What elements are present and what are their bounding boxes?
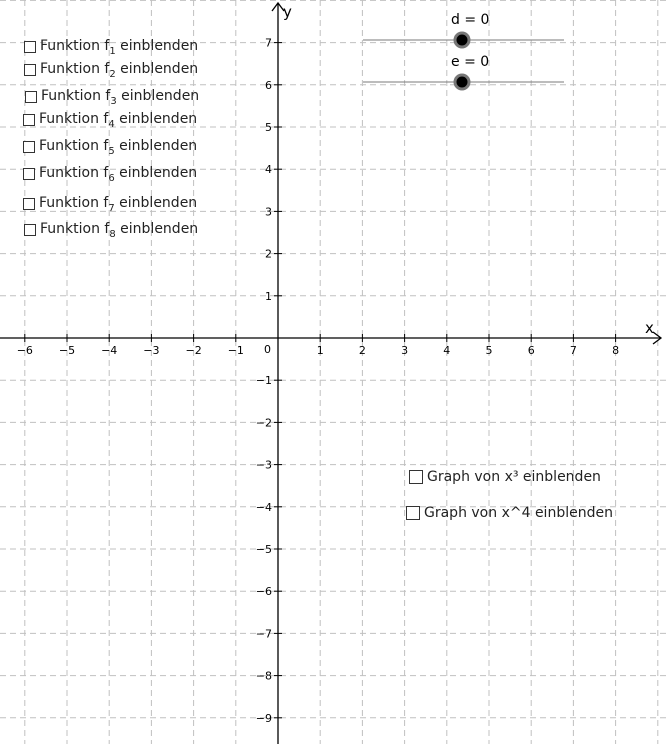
origin-label: 0	[264, 343, 271, 356]
y-tick-label: −6	[255, 585, 272, 599]
x-tick-label: 4	[443, 344, 451, 357]
checkbox-label: Funktion $f_2$ einblenden	[40, 61, 199, 80]
checkbox-box[interactable]	[24, 41, 36, 53]
checkbox-box[interactable]	[24, 64, 36, 76]
checkbox-label: Funktion $f_1$ einblenden	[40, 38, 199, 57]
x-tick-label: −4	[101, 344, 118, 357]
checkbox-function-f8[interactable]	[24, 221, 198, 240]
slider-d[interactable]	[363, 12, 564, 47]
x-tick-label: 7	[569, 344, 577, 357]
y-tick-label: 5	[265, 121, 272, 134]
checkbox-box[interactable]	[23, 141, 35, 153]
y-tick-label: 2	[265, 247, 272, 261]
checkbox-function-f5[interactable]	[23, 138, 197, 157]
y-tick-label: −5	[255, 543, 272, 556]
checkbox-label: Funktion $f_4$ einblenden	[39, 111, 198, 130]
x-tick-label: −6	[16, 344, 33, 357]
x-tick-label: 2	[358, 344, 366, 357]
checkbox-function-f6[interactable]	[23, 165, 197, 184]
y-tick-label: −1	[255, 374, 272, 388]
x-tick-label: 6	[527, 344, 535, 357]
y-tick-label: 6	[265, 78, 272, 92]
y-axis-name: y	[283, 3, 292, 21]
checkbox-function-f1[interactable]	[24, 38, 198, 57]
x-tick-label: 5	[485, 344, 493, 357]
slider-d-handle[interactable]	[455, 33, 469, 47]
checkbox-graph-cubic[interactable]	[409, 469, 601, 485]
slider-d-label: d = 0	[451, 12, 490, 28]
checkbox-label: Funktion $f_5$ einblenden	[39, 138, 198, 157]
x-tick-label: 1	[316, 344, 324, 357]
y-tick-label: 1	[265, 289, 272, 303]
slider-e[interactable]	[363, 54, 564, 89]
y-tick-label: 3	[265, 205, 272, 219]
checkbox-box[interactable]	[23, 168, 35, 180]
checkbox-label: Graph von x³ einblenden	[427, 469, 601, 485]
y-tick-label: −4	[255, 500, 272, 514]
x-tick-label: −2	[185, 344, 202, 357]
checkbox-box[interactable]	[23, 114, 35, 126]
checkbox-box[interactable]	[24, 224, 36, 236]
y-tick-label: −9	[255, 711, 272, 725]
checkbox-function-f3[interactable]	[25, 88, 199, 107]
x-tick-label: −5	[58, 344, 76, 357]
slider-e-label: e = 0	[451, 54, 490, 70]
y-tick-label: −8	[255, 669, 272, 683]
checkbox-label: Funktion $f_3$ einblenden	[41, 88, 200, 107]
x-tick-label: −1	[227, 344, 244, 357]
x-axis-name: x	[645, 319, 654, 337]
checkbox-box[interactable]	[406, 506, 420, 520]
checkbox-function-f7[interactable]	[23, 195, 197, 214]
x-tick-label: 3	[401, 344, 409, 357]
y-tick-label: 7	[265, 36, 272, 50]
checkbox-label: Funktion $f_6$ einblenden	[39, 165, 198, 184]
y-tick-label: 4	[265, 163, 272, 177]
checkbox-box[interactable]	[23, 198, 35, 210]
checkbox-box[interactable]	[25, 91, 37, 103]
checkbox-function-f2[interactable]	[24, 61, 198, 80]
checkbox-label: Graph von x^4 einblenden	[424, 505, 613, 521]
y-tick-label: −2	[255, 416, 272, 430]
y-tick-label: −7	[255, 627, 272, 641]
checkbox-graph-quartic[interactable]	[406, 505, 613, 521]
x-tick-label: −3	[143, 344, 160, 357]
checkbox-label: Funktion $f_8$ einblenden	[40, 221, 199, 240]
y-tick-label: −3	[255, 458, 272, 472]
checkbox-label: Funktion $f_7$ einblenden	[39, 195, 198, 214]
checkbox-box[interactable]	[409, 470, 423, 484]
slider-e-handle[interactable]	[455, 75, 469, 89]
x-tick-label: 8	[612, 344, 620, 357]
checkbox-function-f4[interactable]	[23, 111, 197, 130]
